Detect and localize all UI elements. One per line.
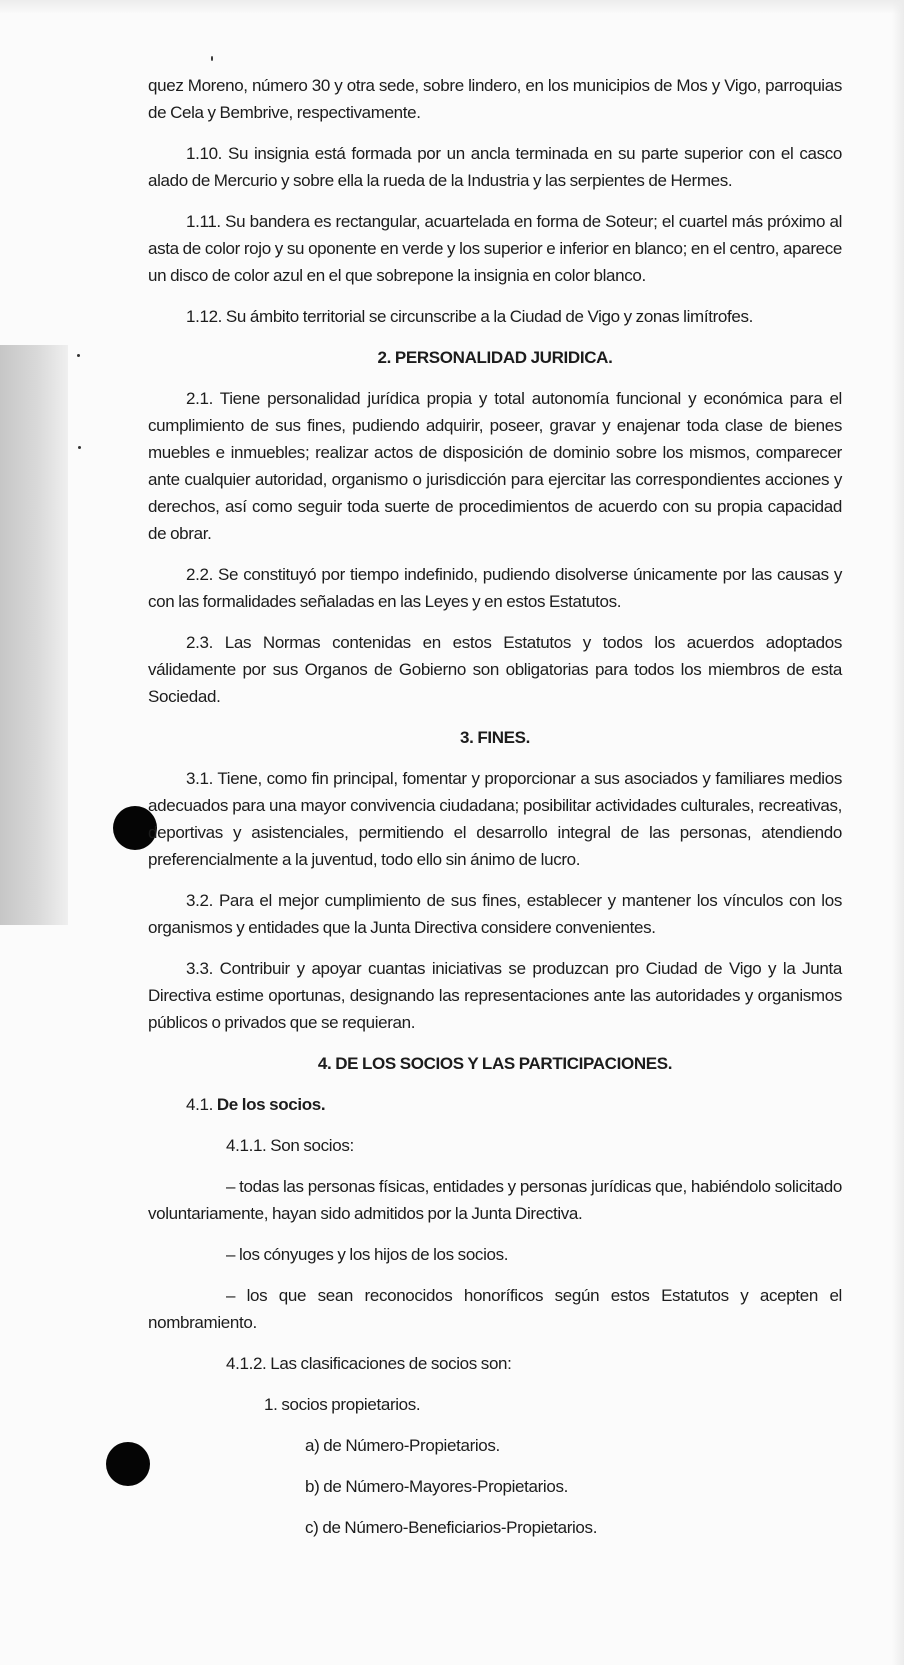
section-heading-4: 4. DE LOS SOCIOS Y LAS PARTICIPACIONES. (317, 1054, 673, 1073)
list-item-a: a) de Número-Propietarios. (305, 1436, 500, 1455)
section-heading-2: 2. PERSONALIDAD JURIDICA. (377, 348, 613, 367)
scan-speck (78, 446, 81, 449)
subsection-4-1-2: 4.1.2. Las clasificaciones de socios son: (226, 1354, 512, 1373)
list-item-dash-2: – los cónyuges y los hijos de los socios. (226, 1245, 509, 1264)
paragraph-intro: quez Moreno, número 30 y otra sede, sobre lindero, en los municipios de Mos y Vigo, parroquias de Cela y Bembrive, respectivamente. (148, 76, 842, 122)
scan-speck (77, 354, 80, 357)
list-item-b: b) de Número-Mayores-Propietarios. (305, 1477, 568, 1496)
list-item-c: c) de Número-Beneficiarios-Propietarios. (305, 1518, 598, 1537)
paragraph-1-10: 1.10. Su insignia está formada por un ancla terminada en su parte superior con el casco alado de Mercurio y sobre ella la rueda de la Industria y las serpientes de Hermes. (148, 144, 842, 190)
paragraph-2-2: 2.2. Se constituyó por tiempo indefinido, pudiendo disolverse únicamente por las causas y con las formalidades señaladas en las Leyes y en estos Estatutos. (148, 565, 842, 611)
subsection-4-1-1: 4.1.1. Son socios: (226, 1136, 354, 1155)
paragraph-3-2: 3.2. Para el mejor cumplimiento de sus fines, establecer y mantener los vínculos con los organismos y entidades que la Junta Directiva considere convenientes. (148, 891, 842, 937)
paragraph-1-11: 1.11. Su bandera es rectangular, acuartelada en forma de Soteur; el cuartel más próximo al asta de color rojo y su oponente en verde y los superior e inferior en blanco; en el centro, aparece un disco de color azul en el que sobrepone la insignia en color blanco. (148, 212, 842, 285)
paragraph-3-1: 3.1. Tiene, como fin principal, fomentar y proporcionar a sus asociados y familiares medios adecuados para una mayor convivencia ciudadana; posibilitar actividades culturales, recreativas, deportivas y asistenciales, permitiendo el desarrollo integral de las personas, atendiendo preferencialmente a la juventud, todo ello sin ánimo de lucro. (148, 769, 842, 869)
list-item-dash-3: – los que sean reconocidos honoríficos según estos Estatutos y acepten el nombramiento. (148, 1286, 842, 1332)
subsection-4-1 (148, 1091, 842, 1118)
paragraph-2-3: 2.3. Las Normas contenidas en estos Estatutos y todos los acuerdos adoptados válidamente por sus Organos de Gobierno son obligatorias para todos los miembros de esta Sociedad. (148, 633, 842, 706)
section-heading-3: 3. FINES. (459, 728, 531, 747)
list-item-dash-1: – todas las personas físicas, entidades y personas jurídicas que, habiéndolo solicitado voluntariamente, hayan sido admitidos por la Junta Directiva. (148, 1177, 842, 1223)
paragraph-3-3: 3.3. Contribuir y apoyar cuantas iniciativas se produzcan pro Ciudad de Vigo y la Junta Directiva estime oportunas, designando las representaciones ante las autoridades y organismos públicos o privados que se requieran. (148, 959, 842, 1032)
scan-shadow-right (892, 0, 904, 1665)
scan-shadow-top (0, 0, 904, 14)
document-body (148, 72, 842, 1555)
list-item-1: 1. socios propietarios. (264, 1395, 421, 1414)
punch-hole-lower (106, 1442, 150, 1486)
subsection-4-1-title: De los socios. (216, 1095, 326, 1114)
subsection-4-1-number: 4.1. (186, 1095, 213, 1114)
paragraph-2-1: 2.1. Tiene personalidad jurídica propia y total autonomía funcional y económica para el cumplimiento de sus fines, pudiendo adquirir, poseer, gravar y enajenar toda clase de bienes muebles e inmuebles; realizar actos de disposición de dominio sobre los mismos, comparecer ante cualquier autoridad, organismo o jurisdicción para ejercitar las correspondientes acciones y derechos, así como seguir toda suerte de procedimientos de acuerdo con su propia capacidad de obrar. (148, 389, 842, 543)
scan-shadow-left (0, 345, 68, 925)
scan-speck (211, 56, 213, 61)
paragraph-1-12: 1.12. Su ámbito territorial se circunscribe a la Ciudad de Vigo y zonas limítrofes. (186, 307, 753, 326)
